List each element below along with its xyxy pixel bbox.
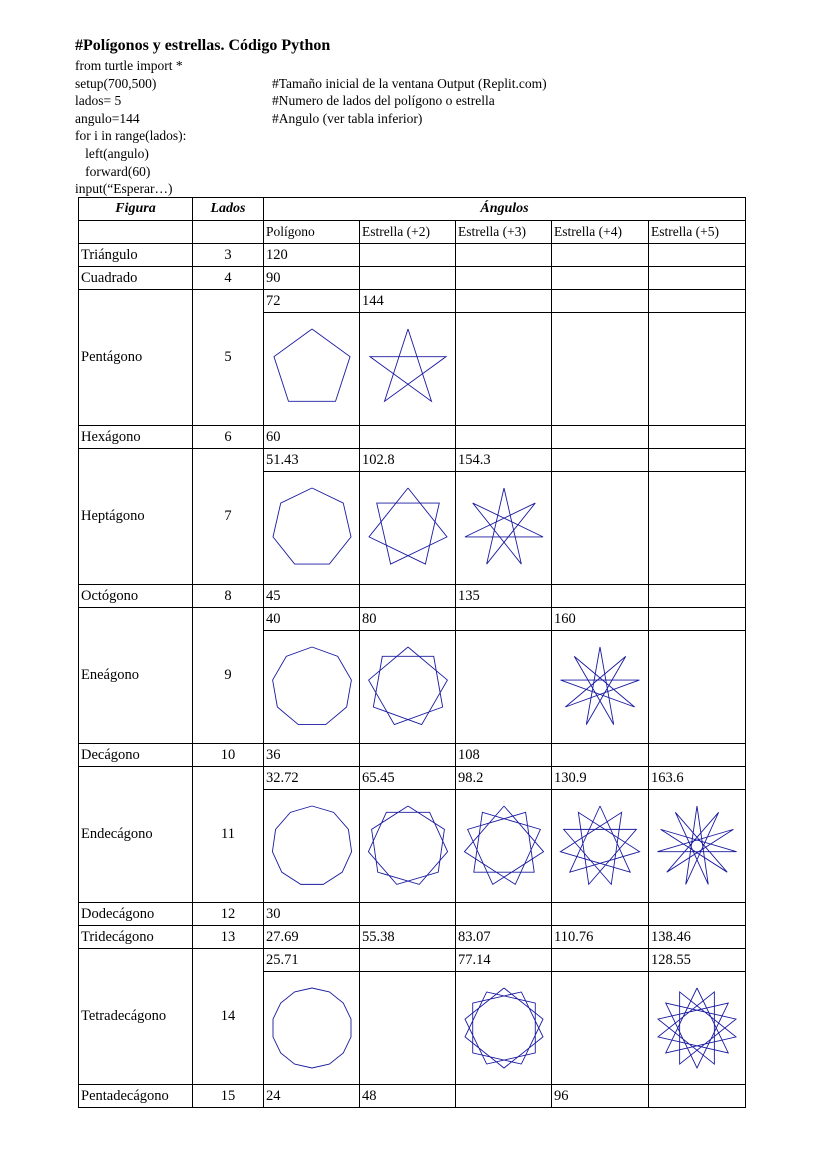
sides-count: 3 [193, 244, 264, 267]
angle-value: 128.55 [649, 949, 746, 972]
code-line [75, 92, 495, 110]
drawing-cell [649, 972, 746, 1085]
table-row [79, 1085, 746, 1108]
code-comment: #Angulo (ver tabla inferior) [272, 110, 423, 126]
angle-value [649, 608, 746, 631]
code-text: from turtle import * [75, 58, 183, 73]
document-title: #Polígonos y estrellas. Código Python [75, 37, 331, 54]
angle-value: 32.72 [264, 767, 360, 790]
angle-value [649, 585, 746, 608]
drawing-cell [456, 790, 552, 903]
drawing-cell [264, 313, 360, 426]
angle-value: 90 [264, 267, 360, 290]
angle-value [552, 585, 649, 608]
star-polygon-path [368, 806, 447, 884]
angle-value [360, 426, 456, 449]
angle-value: 60 [264, 426, 360, 449]
figure-name: Pentadecágono [79, 1085, 193, 1108]
code-text: lados= 5 [75, 93, 122, 109]
drawing-cell [456, 472, 552, 585]
sides-count: 7 [193, 449, 264, 585]
subheader-estrella-5: Estrella (+5) [649, 221, 746, 244]
code-line [75, 163, 186, 181]
code-text: angulo=144 [75, 110, 140, 126]
table-row [79, 903, 746, 926]
angle-value [552, 267, 649, 290]
star-polygon-drawing [554, 796, 646, 896]
star-polygon-path [561, 647, 640, 725]
angle-value [552, 744, 649, 767]
drawing-cell [264, 790, 360, 903]
angle-value: 83.07 [456, 926, 552, 949]
angle-value: 36 [264, 744, 360, 767]
star-polygon-path [272, 647, 351, 725]
drawing-cell [649, 790, 746, 903]
angle-value [649, 267, 746, 290]
angle-value [360, 244, 456, 267]
angle-value [456, 244, 552, 267]
angle-value [649, 903, 746, 926]
angle-value: 98.2 [456, 767, 552, 790]
table-row [79, 767, 746, 790]
angle-value [360, 744, 456, 767]
sides-count: 15 [193, 1085, 264, 1108]
angle-value [552, 426, 649, 449]
star-polygon-path [273, 988, 351, 1068]
angle-value [552, 903, 649, 926]
star-polygon-path [368, 647, 447, 725]
star-polygon-drawing [458, 478, 550, 578]
table-row [79, 426, 746, 449]
angle-value [649, 426, 746, 449]
drawing-cell [360, 790, 456, 903]
star-polygon-drawing [651, 796, 743, 896]
drawing-cell [649, 631, 746, 744]
code-text: for i in range(lados): [75, 128, 187, 144]
angles-table [78, 197, 746, 1108]
star-polygon-drawing [362, 637, 454, 737]
figure-name: Hexágono [79, 426, 193, 449]
angle-value: 102.8 [360, 449, 456, 472]
star-polygon-drawing [266, 796, 358, 896]
drawing-cell [552, 790, 649, 903]
angle-value [456, 608, 552, 631]
drawing-cell [552, 313, 649, 426]
figure-name: Endecágono [79, 767, 193, 903]
figure-name: Pentágono [79, 290, 193, 426]
star-polygon-path [658, 988, 736, 1068]
angle-value [456, 290, 552, 313]
angle-value [649, 744, 746, 767]
code-block [75, 57, 547, 198]
sides-count: 10 [193, 744, 264, 767]
angle-value: 144 [360, 290, 456, 313]
star-polygon-drawing [554, 637, 646, 737]
star-polygon-path [273, 488, 351, 564]
subheader-estrella-4: Estrella (+4) [552, 221, 649, 244]
code-text: left(angulo) [75, 145, 149, 161]
subheader-empty [193, 221, 264, 244]
angle-value: 40 [264, 608, 360, 631]
drawing-cell [649, 313, 746, 426]
angle-value [649, 290, 746, 313]
drawing-cell [552, 631, 649, 744]
angle-value [456, 426, 552, 449]
angle-value: 110.76 [552, 926, 649, 949]
drawing-cell [264, 472, 360, 585]
angle-value [552, 949, 649, 972]
star-polygon-drawing [362, 478, 454, 578]
drawing-cell [456, 313, 552, 426]
table-row [79, 290, 746, 313]
drawing-cell [552, 472, 649, 585]
figure-name: Dodecágono [79, 903, 193, 926]
angle-value [360, 267, 456, 290]
sides-count: 5 [193, 290, 264, 426]
code-line [75, 127, 186, 145]
figure-name: Eneágono [79, 608, 193, 744]
angle-value: 138.46 [649, 926, 746, 949]
angle-value: 25.71 [264, 949, 360, 972]
sides-count: 11 [193, 767, 264, 903]
code-line [75, 57, 186, 75]
figure-name: Tetradecágono [79, 949, 193, 1085]
angle-value [649, 1085, 746, 1108]
drawing-cell [360, 972, 456, 1085]
star-polygon-drawing [266, 978, 358, 1078]
code-text: setup(700,500) [75, 75, 157, 91]
code-text: input(“Esperar…) [75, 181, 173, 197]
star-polygon-drawing [362, 796, 454, 896]
star-polygon-drawing [651, 978, 743, 1078]
star-polygon-drawing [266, 319, 358, 419]
star-polygon-drawing [458, 796, 550, 896]
figure-name: Heptágono [79, 449, 193, 585]
angle-value: 80 [360, 608, 456, 631]
angle-value [552, 244, 649, 267]
angle-value: 130.9 [552, 767, 649, 790]
angle-value: 51.43 [264, 449, 360, 472]
star-polygon-drawing [266, 478, 358, 578]
angle-value: 55.38 [360, 926, 456, 949]
angle-value: 154.3 [456, 449, 552, 472]
star-polygon-path [369, 329, 445, 401]
sides-count: 8 [193, 585, 264, 608]
angle-value: 160 [552, 608, 649, 631]
code-comment: #Numero de lados del polígono o estrella [272, 93, 495, 109]
angle-value [456, 267, 552, 290]
table-row [79, 949, 746, 972]
subheader-row [79, 221, 746, 244]
angle-value: 48 [360, 1085, 456, 1108]
drawing-cell [360, 472, 456, 585]
code-line [75, 145, 186, 163]
header-figura: Figura [79, 198, 193, 221]
header-lados: Lados [193, 198, 264, 221]
angle-value: 45 [264, 585, 360, 608]
code-line [75, 75, 547, 93]
table-row [79, 585, 746, 608]
figure-name: Cuadrado [79, 267, 193, 290]
star-polygon-path [369, 488, 447, 564]
table-row [79, 449, 746, 472]
code-line [75, 110, 423, 128]
sides-count: 14 [193, 949, 264, 1085]
figure-name: Triángulo [79, 244, 193, 267]
drawing-cell [360, 313, 456, 426]
sides-count: 13 [193, 926, 264, 949]
figure-name: Decágono [79, 744, 193, 767]
star-polygon-path [464, 806, 543, 884]
angle-value: 24 [264, 1085, 360, 1108]
angle-value [360, 585, 456, 608]
star-polygon-path [273, 329, 349, 401]
angle-value [552, 449, 649, 472]
table-row [79, 608, 746, 631]
angle-value [649, 449, 746, 472]
angle-value: 65.45 [360, 767, 456, 790]
header-row [79, 198, 746, 221]
drawing-cell [360, 631, 456, 744]
angle-value: 72 [264, 290, 360, 313]
angle-value: 163.6 [649, 767, 746, 790]
figure-name: Tridecágono [79, 926, 193, 949]
table-row [79, 926, 746, 949]
sides-count: 4 [193, 267, 264, 290]
star-polygon-path [465, 988, 543, 1068]
star-polygon-drawing [266, 637, 358, 737]
angle-value: 77.14 [456, 949, 552, 972]
subheader-estrella-3: Estrella (+3) [456, 221, 552, 244]
drawing-cell [264, 631, 360, 744]
drawing-cell [649, 472, 746, 585]
code-line [75, 180, 186, 198]
header-angulos: Ángulos [264, 198, 746, 221]
subheader-estrella-2: Estrella (+2) [360, 221, 456, 244]
star-polygon-path [560, 806, 639, 884]
code-comment: #Tamaño inicial de la ventana Output (Replit.com) [272, 75, 547, 91]
angle-value: 108 [456, 744, 552, 767]
angle-value [649, 244, 746, 267]
angle-value [360, 903, 456, 926]
star-polygon-path [272, 806, 351, 884]
angle-value: 120 [264, 244, 360, 267]
star-polygon-path [657, 806, 736, 884]
sides-count: 12 [193, 903, 264, 926]
angle-value [456, 1085, 552, 1108]
star-polygon-drawing [458, 978, 550, 1078]
drawing-cell [456, 972, 552, 1085]
angle-value [552, 290, 649, 313]
angle-value: 96 [552, 1085, 649, 1108]
sides-count: 9 [193, 608, 264, 744]
angle-value [360, 949, 456, 972]
angle-value: 135 [456, 585, 552, 608]
drawing-cell [264, 972, 360, 1085]
table-row [79, 244, 746, 267]
star-polygon-drawing [362, 319, 454, 419]
sides-count: 6 [193, 426, 264, 449]
angle-value [456, 903, 552, 926]
star-polygon-path [465, 488, 543, 564]
table-row [79, 744, 746, 767]
code-text: forward(60) [75, 163, 151, 179]
angle-value: 27.69 [264, 926, 360, 949]
subheader-poligono: Polígono [264, 221, 360, 244]
table-row [79, 267, 746, 290]
drawing-cell [456, 631, 552, 744]
figure-name: Octógono [79, 585, 193, 608]
drawing-cell [552, 972, 649, 1085]
angle-value: 30 [264, 903, 360, 926]
subheader-empty [79, 221, 193, 244]
